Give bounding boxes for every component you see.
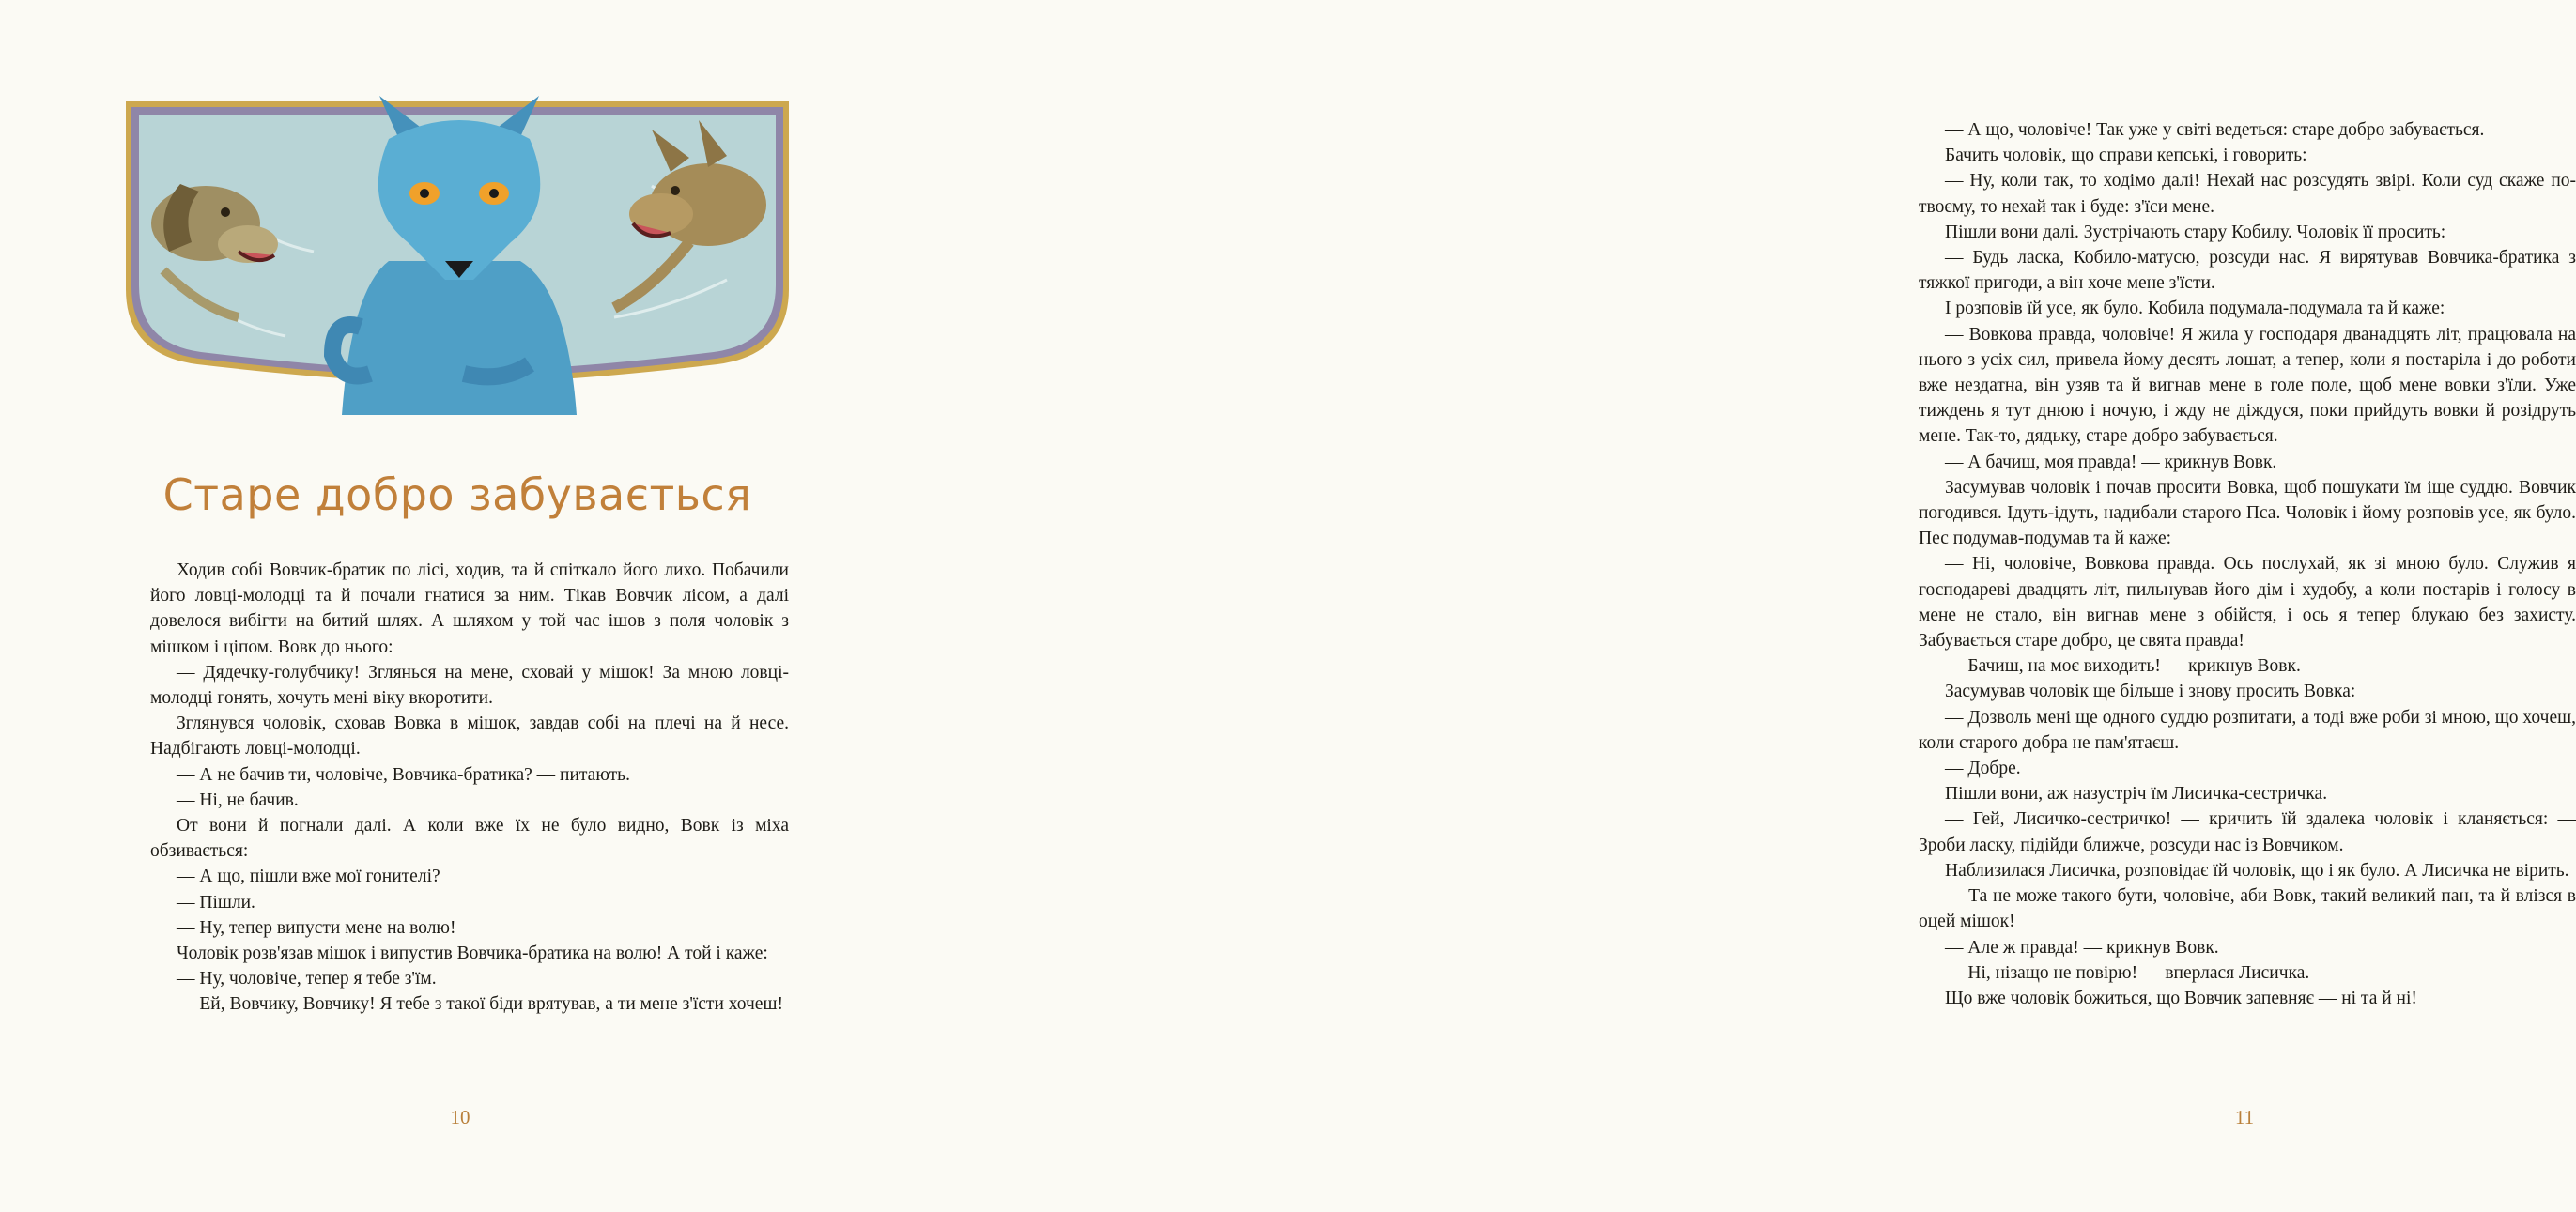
paragraph: Засумував чоловік ще більше і знову просить Вовка: <box>1945 682 2356 702</box>
paragraph: — Ну, чоловіче, тепер я тебе з'їм. <box>177 969 437 990</box>
paragraph: — Але ж правда! — крикнув Вовк. <box>1945 937 2219 958</box>
left-page-text <box>150 558 789 1018</box>
right-page-text <box>1919 117 2576 1011</box>
story-illustration <box>126 101 789 415</box>
paragraph: — Добре. <box>1945 759 2021 779</box>
paragraph: — Пішли. <box>177 892 255 913</box>
paragraph: Ходив собі Вовчик-братик по лісі, ходив, та й спіткало його лихо. Побачили його ловці-молодці та й почали гнатися за ним. Тікав Вовчик лісом, а далі довелося вибігти на битий шлях. А шляхом у той час ішов з поля чоловік з мішком і ціпом. Вовк до нього: <box>150 560 789 657</box>
paragraph: — Гей, Лисичко-сестричко! — кричить їй здалека чоловік і кланяється: — Зроби ласку, підійди ближче, розсуди нас із Вовчиком. <box>1919 809 2576 855</box>
paragraph: — А бачиш, моя правда! — крикнув Вовк. <box>1945 452 2277 472</box>
paragraph: — Ні, не бачив. <box>177 790 299 810</box>
paragraph: — Ей, Вовчику, Вовчику! Я тебе з такої біди врятував, а ти мене з'їсти хочеш! <box>177 994 783 1015</box>
paragraph: Наблизилася Лисичка, розповідає їй чоловік, що і як було. А Лисичка не вірить. <box>1945 860 2569 881</box>
paragraph: — Та не може такого бути, чоловіче, аби Вовк, такий великий пан, та й влізся в оцей мішок! <box>1919 886 2576 932</box>
paragraph: — Бачиш, на моє виходить! — крикнув Вовк. <box>1945 656 2301 677</box>
paragraph: — Дядечку-голубчику! Зглянься на мене, сховай у мішок! За мною ловці-молодці гонять, хочуть мені віку вкоротити. <box>150 662 789 709</box>
paragraph: Пішли вони, аж назустріч їм Лисичка-сестричка. <box>1945 784 2328 805</box>
paragraph: І розповів їй усе, як було. Кобила подумала-подумала та й каже: <box>1945 299 2445 319</box>
paragraph: — А що, чоловіче! Так уже у світі ведеться: старе добро забувається. <box>1945 120 2485 140</box>
page-number-left: 10 <box>450 1106 470 1128</box>
paragraph: Бачить чоловік, що справи кепські, і говорить: <box>1945 146 2307 166</box>
paragraph: — Ну, коли так, то ходімо далі! Нехай нас розсудять звірі. Коли суд скаже по-твоєму, то нехай так і буде: з'їси мене. <box>1919 171 2576 217</box>
paragraph: — А не бачив ти, чоловіче, Вовчика-братика? — питають. <box>177 764 630 785</box>
paragraph: — Ні, нізащо не повірю! — вперлася Лисичка. <box>1945 962 2310 983</box>
story-title: Старе добро забувається <box>162 469 752 520</box>
paragraph: Зглянувся чоловік, сховав Вовка в мішок, завдав собі на плечі на й несе. Надбігають ловці-молодці. <box>150 713 789 759</box>
right-page <box>902 0 2576 1212</box>
page-number-right: 11 <box>2234 1106 2255 1128</box>
paragraph: — Ні, чоловіче, Вовкова правда. Ось послухай, як зі мною було. Служив я господареві двадцять літ, пильнував його дім і худобу, а коли постарів і голосу в мене не стало, він вигнав мене з обійстя, і ось я тепер блукаю без захисту. Забувається старе добро, це свята правда! <box>1919 554 2576 652</box>
paragraph: — Дозволь мені ще одного суддю розпитати, а тоді вже роби зі мною, що хочеш, коли старого добра не пам'ятаєш. <box>1919 707 2576 753</box>
paragraph: От вони й погнали далі. А коли вже їх не було видно, Вовк із міха обзивається: <box>150 816 789 862</box>
left-page <box>0 0 902 1212</box>
paragraph: — Ну, тепер випусти мене на волю! <box>177 917 456 938</box>
paragraph: — А що, пішли вже мої гонителі? <box>177 867 440 887</box>
paragraph: — Будь ласка, Кобило-матусю, розсуди нас. Я вирятував Вовчика-братика з тяжкої пригоди, а він хоче мене з'їсти. <box>1919 248 2576 294</box>
paragraph: — Вовкова правда, чоловіче! Я жила у господаря дванадцять літ, працювала на нього з усіх сил, привела йому десять лошат, а тепер, коли я постаріла і до роботи вже нездатна, він узяв та й вигнав мене в голе поле, щоб мене вовки з'їли. Уже тиждень я тут днюю і ночую, і жду не діждуся, поки прийдуть вовки й розідруть мене. Так-то, дядьку, старе добро забувається. <box>1919 324 2576 447</box>
paragraph: Чоловік розв'язав мішок і випустив Вовчика-братика на волю! А той і каже: <box>177 944 768 964</box>
paragraph: Засумував чоловік і почав просити Вовка, щоб пошукати їм іще суддю. Вовчик погодився. Ідуть-ідуть, надибали старого Пса. Чоловік і йому розповів усе, як було. Пес подумав-подумав та й каже: <box>1919 477 2576 549</box>
paragraph: Пішли вони далі. Зустрічають стару Кобилу. Чоловік її просить: <box>1945 222 2446 242</box>
paragraph: Що вже чоловік божиться, що Вовчик запевняє — ні та й ні! <box>1945 988 2417 1008</box>
